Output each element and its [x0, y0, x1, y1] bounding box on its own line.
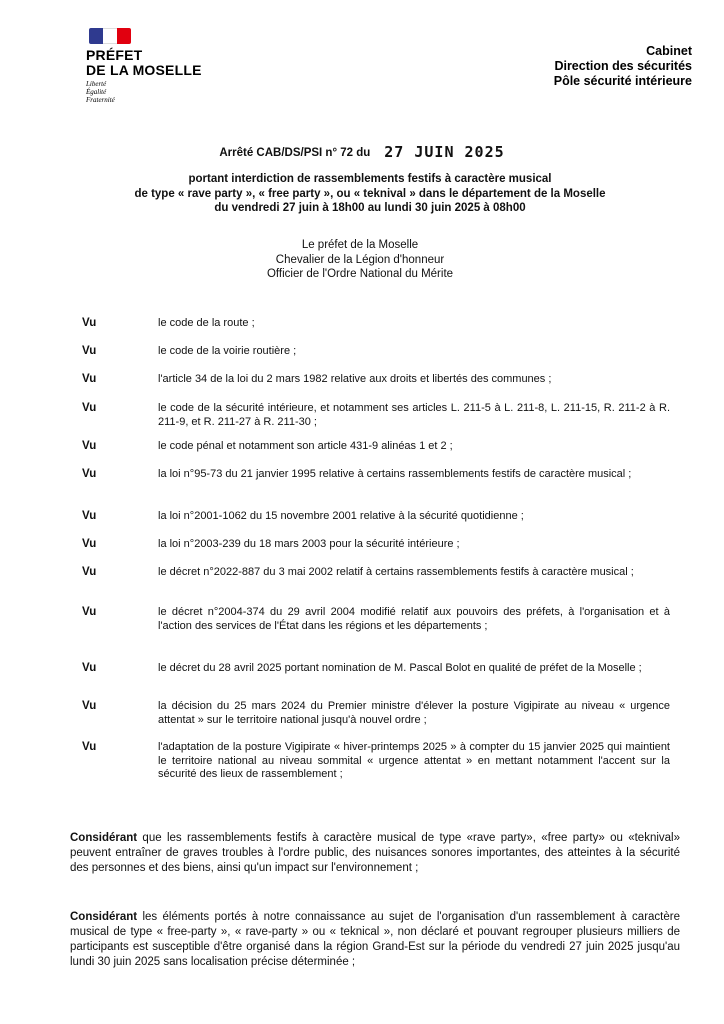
considerant-paragraph: [70, 910, 680, 970]
vu-text: la loi n°2003-239 du 18 mars 2003 pour la sécurité intérieure ;: [158, 538, 460, 550]
vu-label: Vu: [82, 741, 97, 753]
service-cabinet: Cabinet: [646, 44, 692, 58]
vu-text: le code de la sécurité intérieure, et notamment ses articles L. 211-5 à L. 211-8, L. 211-15, R. 211-2 à R. 211-9, et R. 211-27 à R. 211-30 ;: [158, 402, 670, 428]
vu-label: Vu: [82, 700, 97, 712]
prefet-line-2: Chevalier de la Légion d'honneur: [275, 253, 445, 266]
devise-egalite: Égalité: [86, 88, 107, 96]
prefecture-logo: [86, 28, 216, 104]
service-header: [554, 44, 692, 89]
arrete-date-stamp: 27 JUIN 2025: [384, 143, 505, 161]
service-pole: Pôle sécurité intérieure: [553, 74, 692, 88]
arrete-reference: Arrêté CAB/DS/PSI n° 72 du: [219, 147, 371, 159]
arrete-objet: [110, 172, 630, 216]
devise: [86, 80, 216, 104]
prefet-line-1: Le préfet de la Moselle: [301, 239, 419, 251]
vu-text: le décret n°2022-887 du 3 mai 2002 relatif à certains rassemblements festifs à caractère musical ;: [158, 566, 634, 578]
considerant-paragraph: [70, 831, 680, 876]
republic-line-1: PRÉFET: [86, 47, 143, 63]
vu-text: l'adaptation de la posture Vigipirate « hiver-printemps 2025 » à compter du 15 janvier 2025 qui maintient le territoire national au niveau sommital « urgence attentat » en mettant notamment l'accent sur la sécurité des lieux de rassemblement ;: [158, 741, 670, 780]
vu-label: Vu: [82, 317, 97, 329]
considerant-text: que les rassemblements festifs à caractère musical de type «rave party», «free party» ou «teknival» peuvent entraîner de graves troubles à l'ordre public, des nuisances sonores importantes, des atteintes à la sécurité des personnes et des biens, ainsi qu'un impact sur l'environnement ;: [70, 832, 680, 874]
considerant-text: les éléments portés à notre connaissance au sujet de l'organisation d'un rassemblement à caractère musical de type « free-party », « rave-party » ou « teknical », non déclaré et pouvant regrouper plusieurs milliers de participants est susceptible d'être organisé dans la région Grand-Est sur la période du vendredi 27 juin 2025 jusqu'au lundi 30 juin 2025 sans localisation précise déterminée ;: [70, 911, 680, 968]
vu-label: Vu: [82, 440, 97, 452]
considerant-keyword: Considérant: [70, 832, 138, 844]
vu-label: Vu: [82, 402, 97, 414]
vu-text: la décision du 25 mars 2024 du Premier ministre d'élever la posture Vigipirate au niveau « urgence attentat » sur le territoire national jusqu'à nouvel ordre ;: [158, 700, 670, 726]
vu-label: Vu: [82, 606, 97, 618]
objet-line-1: portant interdiction de rassemblements festifs à caractère musical: [188, 173, 552, 185]
vu-label: Vu: [82, 345, 97, 357]
service-direction: Direction des sécurités: [554, 59, 692, 73]
arrete-title: [0, 143, 724, 161]
vu-text: le code de la route ;: [158, 317, 255, 329]
republic-line-2: DE LA MOSELLE: [86, 62, 202, 78]
vu-label: Vu: [82, 566, 97, 578]
vu-text: l'article 34 de la loi du 2 mars 1982 relative aux droits et libertés des communes ;: [158, 373, 552, 385]
prefet-identity: [200, 238, 520, 282]
vu-label: Vu: [82, 510, 97, 522]
marianne-flag-icon: [89, 28, 131, 44]
vu-label: Vu: [82, 538, 97, 550]
devise-fraternite: Fraternité: [86, 96, 115, 104]
vu-text: le code de la voirie routière ;: [158, 345, 297, 357]
devise-liberte: Liberté: [86, 80, 107, 88]
objet-line-2: de type « rave party », « free party », ou « teknival » dans le département de la Moselle: [134, 187, 606, 200]
vu-text: la loi n°95-73 du 21 janvier 1995 relative à certains rassemblements festifs de caractère musical ;: [158, 468, 632, 480]
prefet-line-3: Officier de l'Ordre National du Mérite: [266, 268, 454, 280]
vu-label: Vu: [82, 468, 97, 480]
vu-text: la loi n°2001-1062 du 15 novembre 2001 relative à la sécurité quotidienne ;: [158, 510, 524, 522]
vu-text: le code pénal et notamment son article 431-9 alinéas 1 et 2 ;: [158, 440, 453, 452]
considerant-keyword: Considérant: [70, 911, 138, 923]
vu-label: Vu: [82, 662, 97, 674]
vu-text: le décret n°2004-374 du 29 avril 2004 modifié relatif aux pouvoirs des préfets, à l'organisation et à l'action des services de l'État dans les régions et les départements ;: [158, 606, 670, 632]
vu-label: Vu: [82, 373, 97, 385]
objet-line-3: du vendredi 27 juin à 18h00 au lundi 30 juin 2025 à 08h00: [214, 202, 526, 214]
vu-text: le décret du 28 avril 2025 portant nomination de M. Pascal Bolot en qualité de préfet de la Moselle ;: [158, 662, 642, 674]
